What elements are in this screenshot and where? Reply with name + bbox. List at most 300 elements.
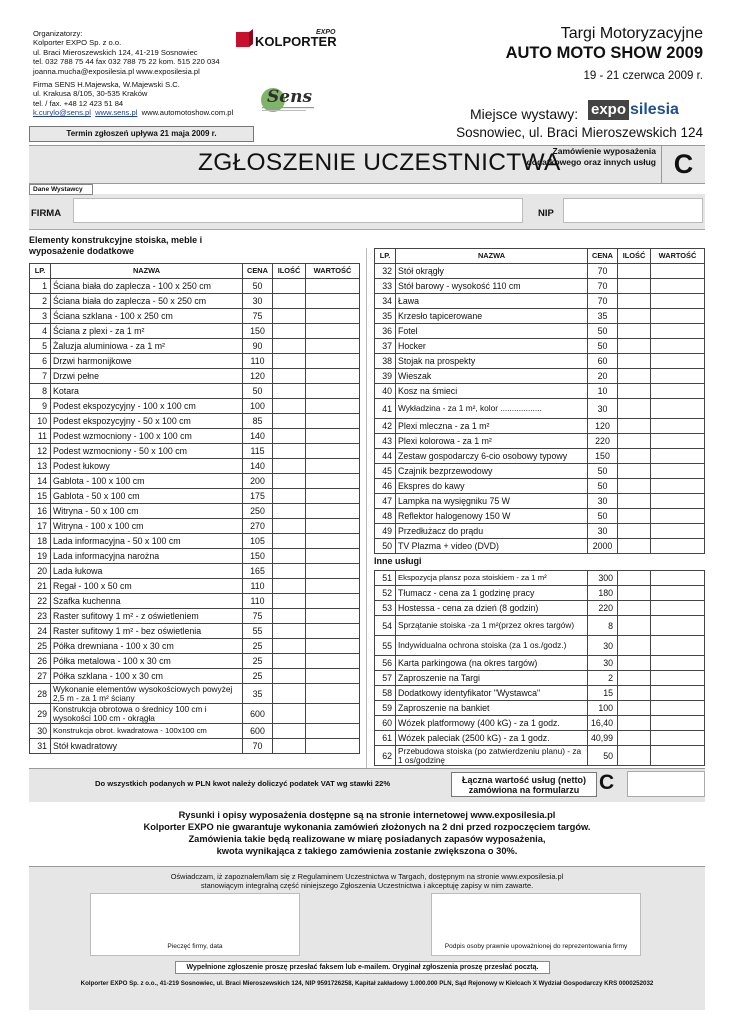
item-value-input[interactable] [651,571,705,586]
item-qty-input[interactable] [618,384,651,399]
table-row [30,564,360,579]
item-qty-input[interactable] [273,534,306,549]
item-price: 50 [588,509,618,524]
right-items-table [374,248,705,554]
item-name: Podest wzmocniony - 100 x 100 cm [51,429,243,444]
item-qty-input[interactable] [273,609,306,624]
table-row [30,624,360,639]
company-input[interactable] [73,198,523,223]
item-qty-input[interactable] [618,731,651,746]
item-price: 25 [243,639,273,654]
venue-address: Sosnowiec, ul. Braci Mieroszewskich 124 [456,125,703,140]
table-row [375,354,705,369]
item-price: 15 [588,686,618,701]
item-qty-input[interactable] [273,704,306,724]
item-price: 75 [243,609,273,624]
item-qty-input[interactable] [273,669,306,684]
item-qty-input[interactable] [273,399,306,414]
vat-note: Do wszystkich podanych w PLN kwot należy doliczyć podatek VAT wg stawki 22% [95,779,391,788]
item-value-input[interactable] [651,539,705,554]
item-price: 2 [588,671,618,686]
item-qty-input[interactable] [618,586,651,601]
table-row [375,571,705,586]
item-value-input[interactable] [306,739,360,754]
item-lp: 36 [375,324,396,339]
col-lp: LP. [30,264,51,279]
item-value-input[interactable] [306,564,360,579]
item-value-input[interactable] [306,429,360,444]
table-row [375,434,705,449]
item-lp: 33 [375,279,396,294]
table-row [30,354,360,369]
item-lp: 39 [375,369,396,384]
item-value-input[interactable] [651,494,705,509]
table-row [30,549,360,564]
item-value-input[interactable] [651,509,705,524]
item-name: Wykonanie elementów wysokościowych powyżej 2,5 m - za 1 m² ściany [51,684,243,704]
item-name: Hostessa - cena za dzień (8 godzin) [396,601,588,616]
item-lp: 38 [375,354,396,369]
item-lp: 22 [30,594,51,609]
item-qty-input[interactable] [618,419,651,434]
table-row [375,539,705,554]
col-name: NAZWA [51,264,243,279]
item-qty-input[interactable] [273,474,306,489]
item-qty-input[interactable] [273,564,306,579]
item-lp: 51 [375,571,396,586]
item-price: 8 [588,616,618,636]
item-qty-input[interactable] [618,539,651,554]
item-value-input[interactable] [651,339,705,354]
item-price: 25 [243,669,273,684]
item-qty-input[interactable] [273,654,306,669]
table-row [30,369,360,384]
table-row [375,494,705,509]
organizers-block [33,29,263,118]
item-value-input[interactable] [306,369,360,384]
item-price: 30 [588,524,618,539]
item-qty-input[interactable] [273,444,306,459]
item-qty-input[interactable] [618,354,651,369]
item-qty-input[interactable] [618,264,651,279]
item-price: 250 [243,504,273,519]
item-price: 30 [588,656,618,671]
item-value-input[interactable] [651,601,705,616]
item-price: 600 [243,704,273,724]
item-lp: 45 [375,464,396,479]
item-value-input[interactable] [306,309,360,324]
item-price: 70 [588,294,618,309]
nip-input[interactable] [563,198,703,223]
table-row [30,459,360,474]
item-lp: 15 [30,489,51,504]
item-lp: 52 [375,586,396,601]
item-price: 20 [588,369,618,384]
item-qty-input[interactable] [273,459,306,474]
sens-logo-text: Sens [267,87,313,107]
expo-silesia-logo [588,100,704,120]
item-name: Podest wzmocniony - 50 x 100 cm [51,444,243,459]
table-row [30,294,360,309]
item-value-input[interactable] [651,731,705,746]
item-lp: 20 [30,564,51,579]
item-value-input[interactable] [306,444,360,459]
table-row [375,616,705,636]
item-value-input[interactable] [651,279,705,294]
expo-logo-part-b: silesia [630,101,679,118]
item-price: 150 [588,449,618,464]
col-qty: ILOŚĆ [273,264,306,279]
item-value-input[interactable] [306,654,360,669]
table-row [375,264,705,279]
item-price: 220 [588,601,618,616]
item-qty-input[interactable] [618,494,651,509]
item-price: 16,40 [588,716,618,731]
table-row [30,594,360,609]
total-value-input[interactable] [627,771,705,797]
col-value: WARTOŚĆ [306,264,360,279]
order-type: Zamówienie wyposażenia dodatkowego oraz innych usług [526,146,656,167]
item-value-input[interactable] [651,354,705,369]
item-value-input[interactable] [306,489,360,504]
item-lp: 3 [30,309,51,324]
item-lp: 18 [30,534,51,549]
item-value-input[interactable] [306,519,360,534]
item-value-input[interactable] [306,724,360,739]
item-qty-input[interactable] [273,519,306,534]
item-value-input[interactable] [651,294,705,309]
item-value-input[interactable] [306,684,360,704]
item-value-input[interactable] [651,524,705,539]
item-value-input[interactable] [306,624,360,639]
item-name: Przedłużacz do prądu [396,524,588,539]
item-value-input[interactable] [306,474,360,489]
item-value-input[interactable] [651,656,705,671]
item-value-input[interactable] [651,464,705,479]
col-value: WARTOŚĆ [651,249,705,264]
item-name: Półka metalowa - 100 x 30 cm [51,654,243,669]
item-qty-input[interactable] [273,624,306,639]
item-qty-input[interactable] [273,369,306,384]
item-qty-input[interactable] [618,636,651,656]
item-lp: 16 [30,504,51,519]
item-price: 30 [588,399,618,419]
expo-logo-part-a: expo [588,100,629,120]
item-name: Kosz na śmieci [396,384,588,399]
item-price: 50 [588,746,618,766]
item-price: 90 [243,339,273,354]
item-lp: 10 [30,414,51,429]
item-name: Ekspozycja plansz poza stoiskiem - za 1 m² [396,571,588,586]
item-name: TV Plazma + video (DVD) [396,539,588,554]
table-row [30,519,360,534]
table-row [375,656,705,671]
item-qty-input[interactable] [273,579,306,594]
item-qty-input[interactable] [618,294,651,309]
item-value-input[interactable] [306,279,360,294]
table-row [375,671,705,686]
item-name: Ściana biała do zaplecza - 50 x 250 cm [51,294,243,309]
item-name: Podest łukowy [51,459,243,474]
item-price: 50 [588,324,618,339]
item-value-input[interactable] [651,399,705,419]
item-lp: 62 [375,746,396,766]
item-value-input[interactable] [651,324,705,339]
note-line: Kolporter EXPO nie gwarantuje wykonania zamówień złożonych na 2 dni przed rozpoczęciem targów. [143,822,591,832]
item-qty-input[interactable] [273,294,306,309]
item-qty-input[interactable] [618,449,651,464]
item-name: Podest ekspozycyjny - 100 x 100 cm [51,399,243,414]
item-qty-input[interactable] [618,279,651,294]
item-value-input[interactable] [306,459,360,474]
item-name: Gablota - 100 x 100 cm [51,474,243,489]
item-price: 120 [243,369,273,384]
item-qty-input[interactable] [273,354,306,369]
item-lp: 55 [375,636,396,656]
item-lp: 41 [375,399,396,419]
table-row [30,724,360,739]
item-qty-input[interactable] [618,369,651,384]
item-value-input[interactable] [651,586,705,601]
item-qty-input[interactable] [618,716,651,731]
item-qty-input[interactable] [618,339,651,354]
item-qty-input[interactable] [273,279,306,294]
item-name: Drzwi pełne [51,369,243,384]
item-price: 110 [243,579,273,594]
item-value-input[interactable] [651,636,705,656]
item-price: 105 [243,534,273,549]
table-row [30,639,360,654]
item-qty-input[interactable] [618,616,651,636]
sens-logo [258,82,324,118]
item-qty-input[interactable] [273,324,306,339]
item-name: Półka drewniana - 100 x 30 cm [51,639,243,654]
item-name: Tłumacz - cena za 1 godzinę pracy [396,586,588,601]
item-name: Konstrukcja obrot. kwadratowa - 100x100 cm [51,724,243,739]
sens-email-link[interactable]: k.curylo@sens.pl [33,108,91,118]
item-qty-input[interactable] [273,429,306,444]
item-value-input[interactable] [651,686,705,701]
item-qty-input[interactable] [618,464,651,479]
item-qty-input[interactable] [618,479,651,494]
event-date: 19 - 21 czerwca 2009 r. [583,70,703,82]
item-lp: 40 [375,384,396,399]
item-name: Ściana biała do zaplecza - 100 x 250 cm [51,279,243,294]
item-qty-input[interactable] [273,309,306,324]
item-qty-input[interactable] [273,684,306,704]
item-value-input[interactable] [306,594,360,609]
table-row [30,654,360,669]
item-price: 10 [588,384,618,399]
table-row [375,384,705,399]
item-qty-input[interactable] [273,724,306,739]
table-row [375,746,705,766]
footer: Kolporter EXPO Sp. z o.o., 41-219 Sosnowiec, ul. Braci Mieroszewskich 124, NIP 9591726258, Kapitał zakładowy 1.000.000 PLN, Sąd Rejonowy w Kielcach X Wydział Gospodarczy KRS 0000252032 [80,980,654,987]
table-row [375,509,705,524]
item-qty-input[interactable] [273,504,306,519]
item-name: Ściana z plexi - za 1 m² [51,324,243,339]
item-qty-input[interactable] [273,549,306,564]
item-qty-input[interactable] [618,601,651,616]
item-qty-input[interactable] [618,309,651,324]
item-qty-input[interactable] [618,701,651,716]
form-letter: C [661,146,705,183]
nip-label: NIP [538,208,554,219]
org-line: Kolporter EXPO Sp. z o.o. [33,38,122,48]
item-value-input[interactable] [651,264,705,279]
sens-www-link[interactable]: www.sens.pl [95,108,138,118]
table-row [375,716,705,731]
item-lp: 50 [375,539,396,554]
item-value-input[interactable] [306,534,360,549]
item-name: Karta parkingowa (na okres targów) [396,656,588,671]
item-lp: 35 [375,309,396,324]
item-lp: 13 [30,459,51,474]
item-value-input[interactable] [651,419,705,434]
item-qty-input[interactable] [618,571,651,586]
item-qty-input[interactable] [273,639,306,654]
fax-note: Wypełnione zgłoszenie proszę przesłać faksem lub e-mailem. Oryginał zgłoszenia proszę przesłać pocztą. [175,961,550,974]
item-name: Dodatkowy identyfikator "Wystawca" [396,686,588,701]
item-lp: 5 [30,339,51,354]
table-row [30,444,360,459]
item-price: 270 [243,519,273,534]
item-lp: 37 [375,339,396,354]
item-value-input[interactable] [651,746,705,766]
item-qty-input[interactable] [618,399,651,419]
item-value-input[interactable] [651,384,705,399]
item-name: Zaproszenie na Targi [396,671,588,686]
item-qty-input[interactable] [618,746,651,766]
item-qty-input[interactable] [618,509,651,524]
item-qty-input[interactable] [618,324,651,339]
item-qty-input[interactable] [618,434,651,449]
item-value-input[interactable] [306,384,360,399]
item-lp: 44 [375,449,396,464]
item-qty-input[interactable] [618,686,651,701]
item-lp: 30 [30,724,51,739]
item-value-input[interactable] [306,354,360,369]
note-line: Zamówienia takie będą realizowane w miarę posiadanych zapasów wyposażenia, [188,834,546,844]
item-name: Plexi mleczna - za 1 m² [396,419,588,434]
item-name: Kotara [51,384,243,399]
item-value-input[interactable] [651,479,705,494]
stamp-label: Pieczęć firmy, data [167,943,223,950]
item-value-input[interactable] [306,504,360,519]
item-price: 35 [243,684,273,704]
table-row [375,399,705,419]
item-lp: 1 [30,279,51,294]
item-name: Półka szklana - 100 x 30 cm [51,669,243,684]
col-qty: ILOŚĆ [618,249,651,264]
item-value-input[interactable] [651,434,705,449]
item-value-input[interactable] [306,669,360,684]
table-row [375,279,705,294]
services-table [374,570,705,766]
item-qty-input[interactable] [618,671,651,686]
item-price: 85 [243,414,273,429]
item-price: 55 [243,624,273,639]
table-row [30,579,360,594]
item-value-input[interactable] [306,294,360,309]
item-value-input[interactable] [306,639,360,654]
item-name: Wieszak [396,369,588,384]
table-row [30,309,360,324]
item-value-input[interactable] [306,609,360,624]
item-price: 40,99 [588,731,618,746]
item-value-input[interactable] [651,369,705,384]
table-row [375,586,705,601]
item-lp: 48 [375,509,396,524]
table-row [375,479,705,494]
item-value-input[interactable] [306,549,360,564]
item-name: Zaproszenie na bankiet [396,701,588,716]
item-price: 50 [588,479,618,494]
item-qty-input[interactable] [273,739,306,754]
org-line: tel. 032 788 75 44 fax 032 788 75 22 kom. 515 220 034 [33,57,220,67]
note-line: Rysunki i opisy wyposażenia dostępne są na stronie internetowej www.exposilesia.pl [178,810,556,820]
total-letter: C [599,771,615,794]
col-price: CENA [243,264,273,279]
automotoshow-www: www.automotoshow.com.pl [141,108,234,118]
item-value-input[interactable] [651,449,705,464]
table-row [375,701,705,716]
item-value-input[interactable] [306,414,360,429]
item-value-input[interactable] [651,671,705,686]
item-value-input[interactable] [306,324,360,339]
item-qty-input[interactable] [273,339,306,354]
item-name: Podest ekspozycyjny - 50 x 100 cm [51,414,243,429]
item-price: 600 [243,724,273,739]
item-lp: 11 [30,429,51,444]
table-row [30,504,360,519]
item-qty-input[interactable] [273,594,306,609]
exhibitor-label: Dane Wystawcy [29,184,93,195]
item-value-input[interactable] [306,704,360,724]
item-lp: 32 [375,264,396,279]
item-lp: 26 [30,654,51,669]
item-value-input[interactable] [306,399,360,414]
item-lp: 42 [375,419,396,434]
item-lp: 60 [375,716,396,731]
deadline-note: Termin zgłoszeń upływa 21 maja 2009 r. [29,126,254,142]
item-price: 150 [243,324,273,339]
table-row [375,449,705,464]
item-name: Regał - 100 x 50 cm [51,579,243,594]
item-lp: 19 [30,549,51,564]
item-lp: 24 [30,624,51,639]
item-price: 30 [243,294,273,309]
item-value-input[interactable] [306,339,360,354]
item-name: Konstrukcja obrotowa o średnicy 100 cm i wysokości 100 cm - okrągła [51,704,243,724]
item-price: 100 [588,701,618,716]
item-price: 75 [243,309,273,324]
item-value-input[interactable] [651,616,705,636]
item-qty-input[interactable] [618,524,651,539]
item-value-input[interactable] [651,716,705,731]
item-price: 110 [243,354,273,369]
table-row [375,636,705,656]
item-qty-input[interactable] [618,656,651,671]
item-price: 30 [588,494,618,509]
item-value-input[interactable] [306,579,360,594]
item-value-input[interactable] [651,701,705,716]
item-qty-input[interactable] [273,489,306,504]
item-qty-input[interactable] [273,384,306,399]
item-qty-input[interactable] [273,414,306,429]
item-lp: 56 [375,656,396,671]
item-value-input[interactable] [651,309,705,324]
